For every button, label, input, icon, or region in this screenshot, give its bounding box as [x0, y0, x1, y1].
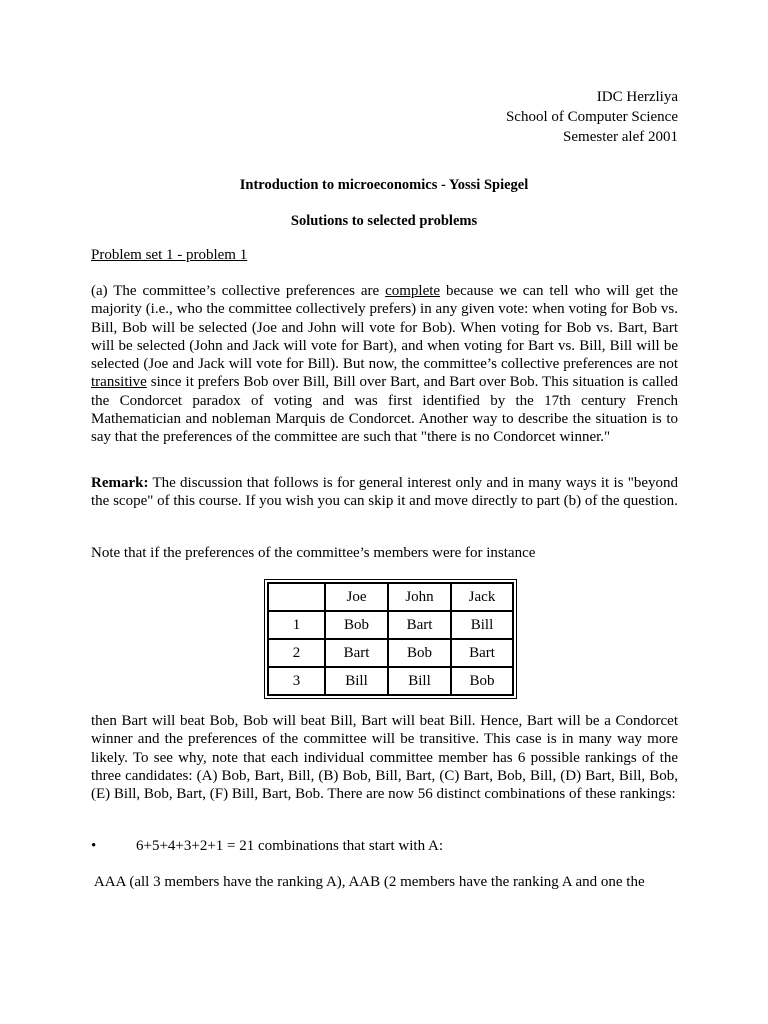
bullet-icon: • [91, 838, 97, 854]
part-a-text-3: since it prefers Bob over Bill, Bill over Bart, and Bart over Bob. This situation is called the Condorcet paradox of voting and was first identified by the 17th century French Mathematician and nobleman Marquis de Condorcet. Another way to describe the situation is to say that the preferences of the committee are such that "there is no Condorcet winner." [91, 374, 678, 446]
problem-heading-text: Problem set 1 - problem 1 [91, 247, 248, 263]
table-header-row [268, 583, 513, 611]
table-cell: Bob [388, 639, 451, 667]
remark-paragraph [91, 474, 678, 511]
header-institution: IDC Herzliya [596, 89, 678, 105]
table-cell: 1 [268, 611, 325, 639]
part-a-underlined-complete: complete [385, 283, 441, 299]
table-cell: Bob [325, 611, 388, 639]
continuation-line: AAA (all 3 members have the ranking A), AAB (2 members have the ranking A and one the [91, 874, 645, 890]
header-semester: Semester alef 2001 [563, 129, 678, 145]
table-cell: 3 [268, 667, 325, 695]
table-row [268, 667, 513, 695]
institution-header [506, 87, 678, 147]
after-table-paragraph: then Bart will beat Bob, Bob will beat Bill, Bart will beat Bill. Hence, Bart will be a Condorcet winner and the preferences of the committee will be transitive. This case is in many way more likely. To see why, note that each individual committee member has 6 possible rankings of the three candidates: (A) Bob, Bart, Bill, (B) Bob, Bill, Bart, (C) Bart, Bob, Bill, (D) Bart, Bill, Bob, (E) Bill, Bob, Bart, (F) Bill, Bart, Bob. There are now 56 distinct combinations of these rankings: [91, 713, 678, 803]
table-cell: Bart [388, 611, 451, 639]
part-a-paragraph [91, 282, 678, 447]
table-cell: 2 [268, 639, 325, 667]
part-a-text-2: because we can tell who will get the majority (i.e., who the committee collectively prefers) in any given vote: when voting for Bob vs. Bill, Bob will be selected (Joe and John will vote for Bob). When voting for Bob vs. Bart, Bart will be selected (John and Jack will vote for Bart), and when voting for Bart vs. Bill, Bill will be selected (Joe and Jack will vote for Bill). But now, the committee’s collective preferences are not [91, 283, 678, 373]
table-cell: Bill [451, 611, 513, 639]
table-header-cell: John [388, 583, 451, 611]
table-row [268, 611, 513, 639]
note-line: Note that if the preferences of the committee’s members were for instance [91, 545, 536, 561]
part-a-underlined-transitive: transitive [91, 374, 147, 391]
remark-text: The discussion that follows is for general interest only and in many ways it is "beyond the scope" of this course. If you wish you can skip it and move directly to part (b) of the question. [91, 475, 678, 510]
document-subtitle: Solutions to selected problems [290, 213, 478, 229]
document-title: Introduction to microeconomics - Yossi Spiegel [239, 177, 529, 193]
table-row [268, 639, 513, 667]
part-a-text-1: (a) The committee’s collective preferences are [91, 283, 386, 299]
table-cell: Bart [325, 639, 388, 667]
table-header-cell: Jack [451, 583, 513, 611]
bullet-text: 6+5+4+3+2+1 = 21 combinations that start with A: [136, 838, 443, 854]
preferences-table [267, 582, 514, 696]
table-header-cell: Joe [325, 583, 388, 611]
table-cell: Bill [325, 667, 388, 695]
header-school: School of Computer Science [505, 109, 678, 125]
remark-label: Remark: [91, 475, 149, 491]
table-cell: Bill [388, 667, 451, 695]
table-cell: Bob [451, 667, 513, 695]
table-cell: Bart [451, 639, 513, 667]
problem-heading [91, 246, 678, 264]
table-header-cell [268, 583, 325, 611]
